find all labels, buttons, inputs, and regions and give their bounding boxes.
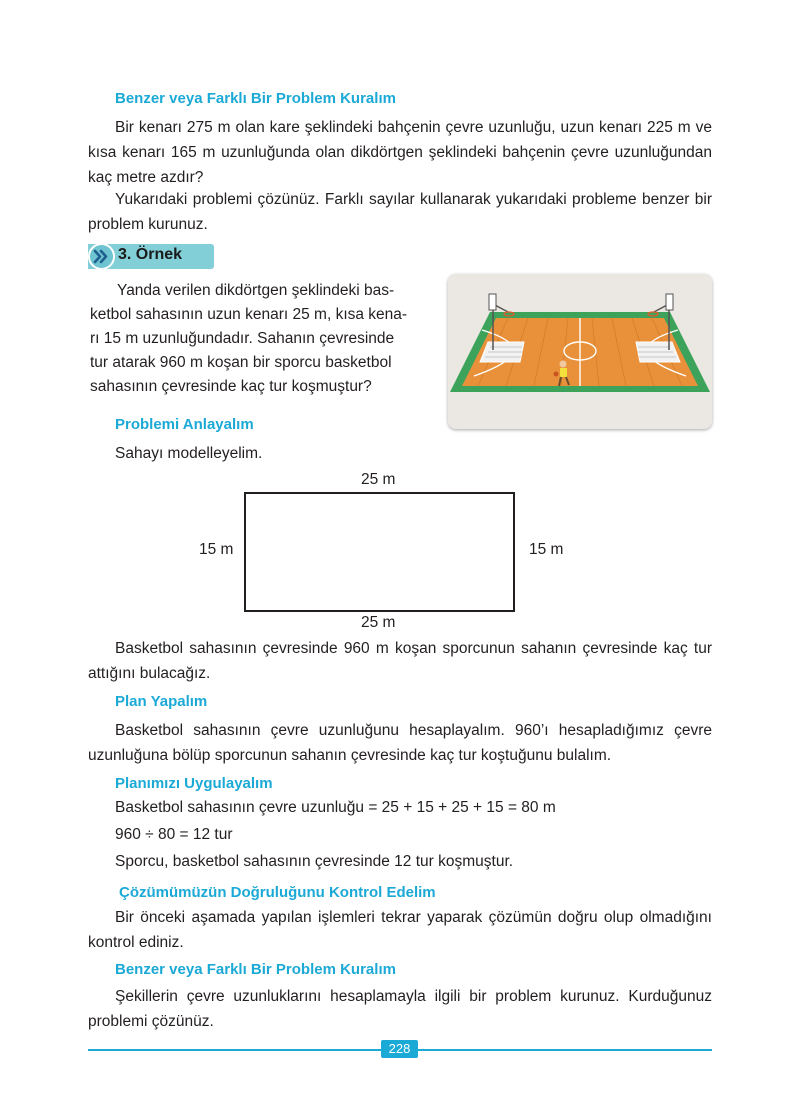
footer-divider [418,1049,712,1051]
paragraph: Şekillerin çevre uzunluklarını hesaplamayla ilgili bir problem kurunuz. Kurduğunuz problemi çözünüz. [88,988,712,1030]
section-heading: Plan Yapalım [115,693,208,710]
paragraph: Bir kenarı 275 m olan kare şeklindeki bahçenin çevre uzunluğu, uzun kenarı 225 m ve kısa kenarı 165 m uzunluğunda olan dikdörtgen şeklindeki bahçenin çevre uzunluğundan kaç metre azdır? [88,119,712,186]
body-text: Sahayı modelleyelim. [115,445,263,462]
paragraph: Bir önceki aşamada yapılan işlemleri tekrar yaparak çözümün doğru olup olmadığını kontrol ediniz. [88,909,712,951]
basketball-court-illustration [448,274,712,429]
example-text-line: rı 15 m uzunluğundadır. Sahanın çevresinde [90,330,395,347]
diagram-label-bottom: 25 m [361,614,396,631]
section-heading: Benzer veya Farklı Bir Problem Kuralım [115,961,396,978]
example-text-line: sahasının çevresinde kaç tur koşmuştur? [90,378,372,395]
paragraph: Basketbol sahasının çevre uzunluğunu hesaplayalım. 960’ı hesapladığımız çevre uzunluğuna bölüp sporcunun sahanın çevresinde kaç tur koştuğunu bulalım. [88,722,712,764]
example-text-line: tur atarak 960 m koşan bir sporcu basketbol [90,354,392,371]
section-heading: Planımızı Uygulayalım [115,775,273,792]
double-chevron-icon [88,243,115,270]
paragraph: Yukarıdaki problemi çözünüz. Farklı sayılar kullanarak yukarıdaki probleme benzer bir problem kurunuz. [88,191,712,233]
section-heading: Çözümümüzün Doğruluğunu Kontrol Edelim [119,884,436,901]
footer-divider [88,1049,381,1051]
body-text: 960 ÷ 80 = 12 tur [115,826,233,843]
diagram-label-left: 15 m [199,541,234,558]
section-heading: Problemi Anlayalım [115,416,254,433]
example-text-line: Yanda verilen dikdörtgen şeklindeki bas- [117,282,395,299]
section-heading: Benzer veya Farklı Bir Problem Kuralım [115,90,396,107]
body-text: Sporcu, basketbol sahasının çevresinde 12 tur koşmuştur. [115,853,514,870]
rectangle-diagram [244,492,515,612]
paragraph: Basketbol sahasının çevresinde 960 m koşan sporcunun sahanın çevresinde kaç tur attığını bulacağız. [88,640,712,682]
example-label: 3. Örnek [118,246,183,263]
diagram-label-top: 25 m [361,471,396,488]
diagram-label-right: 15 m [529,541,564,558]
body-text: Basketbol sahasının çevre uzunluğu = 25 + 15 + 25 + 15 = 80 m [115,799,556,816]
page-number: 228 [381,1040,418,1058]
example-text-line: ketbol sahasının uzun kenarı 25 m, kısa kena- [90,306,408,323]
